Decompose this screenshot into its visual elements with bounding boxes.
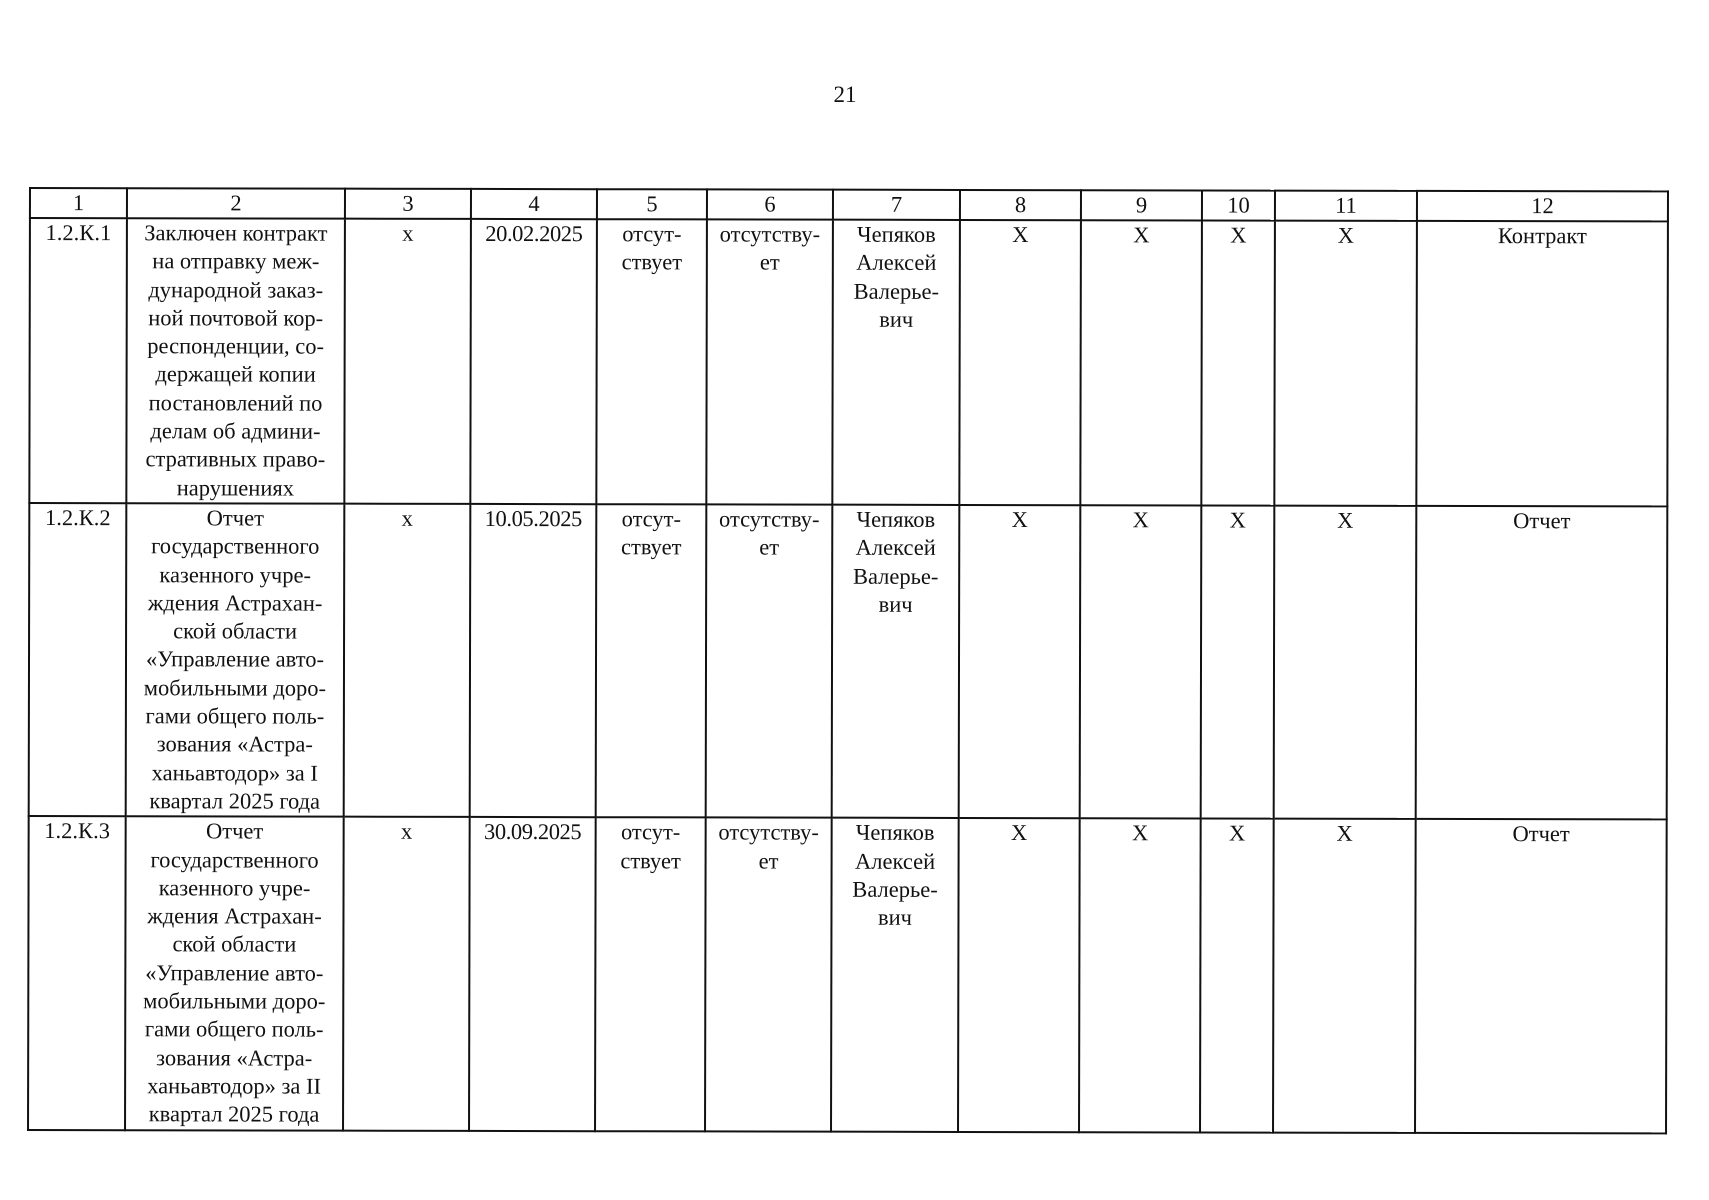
- row-date: 30.09.2025: [469, 817, 596, 1131]
- responsible-line: Алексей: [855, 534, 936, 561]
- description-line: гами общего поль-: [144, 1016, 324, 1042]
- row-col10-mark: X: [1200, 819, 1274, 1132]
- row-col6: [706, 504, 833, 818]
- description-line: зования «Астра-: [156, 731, 313, 757]
- row-number: 1.2.К.3: [28, 816, 126, 1129]
- responsible-line: Чепяков: [857, 221, 936, 247]
- column-number-2: 2: [127, 188, 345, 218]
- column-number-8: 8: [960, 190, 1081, 220]
- col6-line: ет: [759, 249, 780, 275]
- row-number: 1.2.К.2: [29, 503, 127, 816]
- row-col5: [596, 504, 707, 817]
- row-description: [125, 816, 344, 1130]
- table-row: [29, 503, 1668, 820]
- row-result: Отчет: [1415, 819, 1667, 1133]
- col6-line: ет: [759, 534, 780, 560]
- column-number-12: 12: [1417, 191, 1668, 222]
- description-line: Заключен контракт: [144, 220, 328, 246]
- row-result: Контракт: [1416, 221, 1668, 506]
- row-col9-mark: X: [1079, 818, 1201, 1132]
- responsible-line: Валерье-: [853, 278, 940, 304]
- row-responsible: [832, 505, 960, 819]
- description-line: держащей копии: [155, 361, 316, 388]
- col6-line: отсутству-: [719, 506, 820, 532]
- table-row: [28, 816, 1667, 1133]
- row-col10-mark: X: [1201, 505, 1275, 818]
- row-col6: [706, 219, 833, 504]
- description-line: казенного учре-: [159, 561, 312, 588]
- row-description: [126, 218, 345, 503]
- description-line: респонденции, со-: [147, 333, 325, 359]
- responsible-line: Валерье-: [852, 876, 938, 902]
- row-col5: [595, 817, 706, 1130]
- col5-line: ствует: [620, 847, 681, 873]
- description-line: ной почтовой кор-: [148, 305, 324, 331]
- description-line: ской области: [173, 618, 298, 644]
- col5-line: отсут-: [620, 819, 681, 845]
- table-row: [29, 218, 1668, 506]
- plan-table: [27, 187, 1669, 1134]
- description-line: мобильными доро-: [143, 674, 327, 701]
- column-number-5: 5: [597, 189, 707, 219]
- col6-line: отсутству-: [718, 819, 819, 845]
- column-number-1: 1: [30, 188, 127, 218]
- description-line: делам об админи-: [150, 418, 321, 444]
- responsible-line: Чепяков: [856, 506, 936, 532]
- col5-line: отсут-: [621, 506, 681, 532]
- description-line: государственного: [150, 846, 319, 873]
- description-line: гами общего поль-: [145, 703, 325, 729]
- row-description: [126, 503, 345, 817]
- description-line: дународной заказ-: [148, 276, 324, 303]
- description-line: ханьавтодор» за I: [151, 759, 318, 786]
- responsible-line: Валерье-: [852, 563, 939, 589]
- row-col3-mark: х: [344, 504, 471, 818]
- responsible-line: вич: [877, 904, 912, 930]
- description-line: на отправку меж-: [152, 248, 320, 274]
- description-line: квартал 2025 года: [148, 1101, 320, 1127]
- page-number: 21: [833, 82, 857, 107]
- row-number: 1.2.К.1: [29, 218, 127, 503]
- row-responsible: [831, 818, 959, 1132]
- col6-line: ет: [758, 848, 779, 874]
- column-number-7: 7: [833, 190, 960, 220]
- col6-line: отсутству-: [719, 221, 821, 247]
- description-line: ханьавтодор» за II: [147, 1073, 322, 1099]
- description-line: Отчет: [206, 818, 264, 844]
- description-line: «Управление авто-: [145, 646, 325, 673]
- column-number-4: 4: [471, 189, 597, 219]
- column-number-6: 6: [707, 189, 833, 219]
- description-line: нарушениях: [176, 474, 295, 501]
- row-col3-mark: х: [343, 817, 470, 1131]
- responsible-line: вич: [878, 591, 913, 617]
- row-col8-mark: X: [959, 505, 1081, 819]
- row-col9-mark: X: [1080, 505, 1202, 819]
- row-col6: [705, 818, 832, 1132]
- description-line: зования «Астра-: [156, 1044, 313, 1071]
- column-number-3: 3: [345, 189, 471, 219]
- description-line: ждения Астрахан-: [147, 903, 322, 929]
- description-line: Отчет: [206, 505, 264, 531]
- description-line: казенного учре-: [158, 875, 311, 901]
- description-line: ждения Астрахан-: [147, 590, 323, 616]
- col5-line: ствует: [621, 249, 683, 275]
- row-result: Отчет: [1416, 506, 1668, 820]
- description-line: квартал 2025 года: [149, 788, 321, 814]
- row-date: 20.02.2025: [470, 219, 597, 504]
- column-number-9: 9: [1081, 190, 1202, 220]
- row-col3-mark: х: [344, 219, 471, 504]
- row-col11-mark: X: [1274, 221, 1417, 506]
- responsible-line: Чепяков: [855, 819, 935, 846]
- description-line: постановлений по: [148, 390, 323, 416]
- description-line: «Управление авто-: [145, 959, 324, 986]
- column-number-row: [30, 188, 1668, 221]
- description-line: стративных право-: [145, 446, 326, 472]
- row-col9-mark: X: [1080, 220, 1202, 505]
- responsible-line: Алексей: [855, 848, 936, 874]
- row-col10-mark: X: [1201, 220, 1275, 505]
- row-col8-mark: X: [959, 220, 1081, 505]
- description-line: мобильными доро-: [143, 988, 326, 1014]
- row-responsible: [832, 220, 960, 505]
- row-col11-mark: X: [1274, 506, 1417, 820]
- row-col8-mark: X: [958, 818, 1080, 1132]
- column-number-10: 10: [1202, 190, 1275, 220]
- responsible-line: вич: [879, 306, 914, 332]
- responsible-line: Алексей: [856, 250, 937, 276]
- col5-line: отсут-: [622, 221, 682, 247]
- col5-line: ствует: [620, 534, 682, 560]
- row-col5: [596, 219, 707, 504]
- column-number-11: 11: [1275, 191, 1417, 221]
- row-date: 10.05.2025: [470, 504, 597, 818]
- description-line: ской области: [172, 931, 297, 957]
- description-line: государственного: [151, 533, 320, 559]
- row-col11-mark: X: [1273, 819, 1416, 1133]
